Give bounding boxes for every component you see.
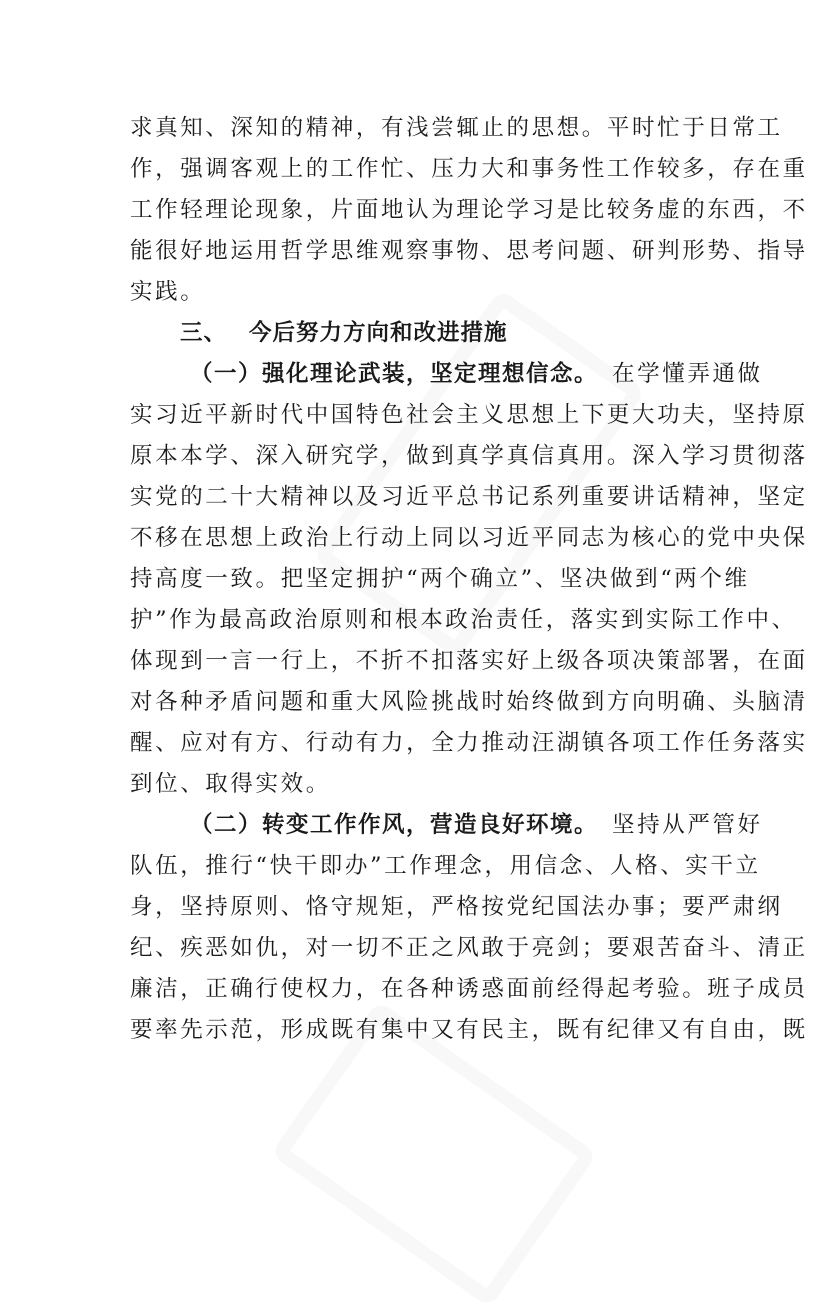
paragraph-line: 对各种矛盾问题和重大风险挑战时始终做到方向明确、头脑清 [130,689,808,715]
subsection-first-line [130,805,763,846]
section-number: 三、 [180,320,228,346]
subsection-heading: （一）强化理论武装，坚定理想信念。 [190,361,599,387]
paragraph-line: 实践。 [130,279,206,305]
subsection-2 [130,805,808,1051]
paragraph-line: 身，坚持原则、恪守规矩，严格按党纪国法办事；要严肃纲 [130,894,783,920]
intro-paragraph [130,108,808,313]
paragraph-line: 到位、取得实效。 [130,771,331,797]
paragraph-line: 护”作为最高政治原则和根本政治责任，落实到实际工作中、 [130,607,797,633]
paragraph-text: 坚持从严管好 [612,812,763,838]
paragraph-line: 醒、应对有方、行动有力，全力推动汪湖镇各项工作任务落实 [130,730,808,756]
subsection-1 [130,354,808,805]
paragraph-line: 工作轻理论现象，片面地认为理论学习是比较务虚的东西，不 [130,197,808,223]
paragraph-line: 纪、疾恶如仇，对一切不正之风敢于亮剑；要艰苦奋斗、清正 [130,935,808,961]
subsection-heading: （二）转变工作作风，营造良好环境。 [190,812,599,838]
paragraph-line: 原本本学、深入研究学，做到真学真信真用。深入学习贯彻落 [130,443,808,469]
paragraph-line: 要率先示范，形成既有集中又有民主，既有纪律又有自由，既 [130,1017,808,1043]
paragraph-line: 持高度一致。把坚定拥护“两个确立”、坚决做到“两个维 [130,566,750,592]
paragraph-line: 不移在思想上政治上行动上同以习近平同志为核心的党中央保 [130,525,808,551]
paragraph-line: 作，强调客观上的工作忙、压力大和事务性工作较多，存在重 [130,156,808,182]
subsection-first-line [130,354,763,395]
paragraph-line: 能很好地运用哲学思维观察事物、思考问题、研判形势、指导 [130,238,808,264]
paragraph-text: 在学懂弄通做 [612,361,763,387]
paragraph-line: 实习近平新时代中国特色社会主义思想上下更大功夫，坚持原 [130,402,808,428]
section-title: 今后努力方向和改进措施 [249,320,508,346]
paragraph-line: 实党的二十大精神以及习近平总书记系列重要讲话精神，坚定 [130,484,808,510]
paragraph-line: 求真知、深知的精神，有浅尝辄止的思想。平时忙于日常工 [130,115,783,141]
paragraph-line: 队伍，推行“快干即办”工作理念，用信念、人格、实干立 [130,853,761,879]
section-heading [180,313,508,354]
paragraph-line: 体现到一言一行上，不折不扣落实好上级各项决策部署，在面 [130,648,808,674]
paragraph-line: 廉洁，正确行使权力，在各种诱惑面前经得起考验。班子成员 [130,976,808,1002]
